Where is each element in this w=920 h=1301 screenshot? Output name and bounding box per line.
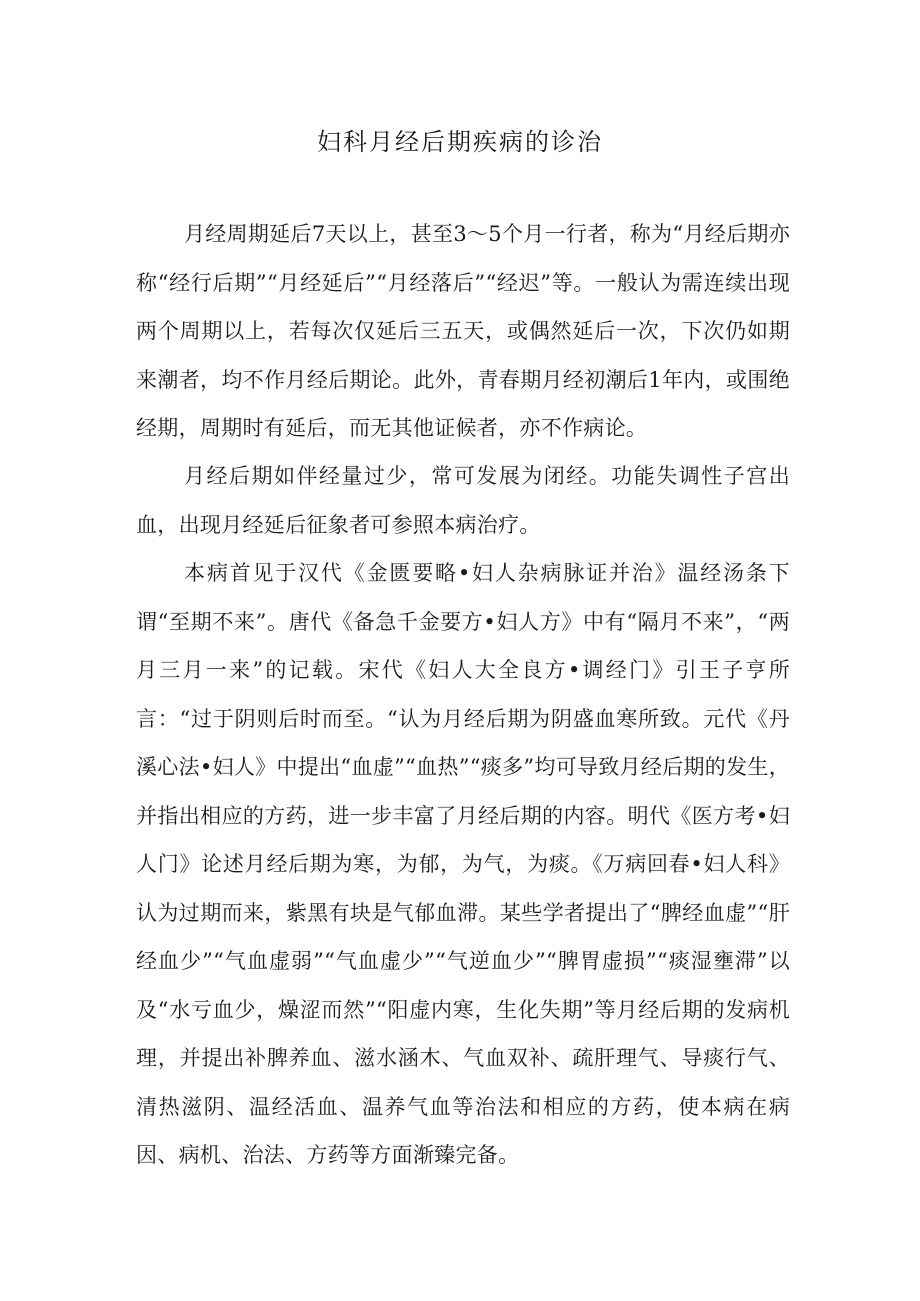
paragraph-history: 本病首见于汉代《金匮要略•妇人杂病脉证并治》温经汤条下谓“至期不来”。唐代《备急千金要方•妇人方》中有“隔月不来”，“两月三月一来”的记载。宋代《妇人大全良方•调经门》引王子亨所言：“过于阴则后时而至。“认为月经后期为阴盛血寒所致。元代《丹溪心法•妇人》中提出“血虚”“血热”“痰多”均可导致月经后期的发生，并指出相应的方药，进一步丰富了月经后期的内容。明代《医方考•妇人门》论述月经后期为寒，为郁，为气，为痰。《万病回春•妇人科》认为过期而来，紫黑有块是气郁血滞。某些学者提出了“脾经血虚”“肝经血少”“气血虚弱”“气血虚少”“气逆血少”“脾胃虚损”“痰湿壅滞”以及“水亏血少，燥涩而然”“阳虚内寒，生化失期”等月经后期的发病机理，并提出补脾养血、滋水涵木、气血双补、疏肝理气、导痰行气、清热滋阴、温经活血、温养气血等治法和相应的方药，使本病在病因、病机、治法、方药等方面渐臻完备。 xyxy=(136,561,790,1167)
paragraph-definition: 月经周期延后7天以上，甚至3～5个月一行者，称为“月经后期亦称“经行后期”“月经延后”“月经落后”“经迟”等。一般认为需连续出现两个周期以上，若每次仅延后三五天，或偶然延后一次，下次仍如期来潮者，均不作月经后期论。此外，青春期月经初潮后1年内，或围绝经期，周期时有延后，而无其他证候者，亦不作病论。 xyxy=(136,222,790,440)
paragraph-complication: 月经后期如伴经量过少，常可发展为闭经。功能失调性子宫出血，出现月经延后征象者可参照本病治疗。 xyxy=(136,464,790,537)
document-title: 妇科月经后期疾病的诊治 xyxy=(317,128,603,156)
